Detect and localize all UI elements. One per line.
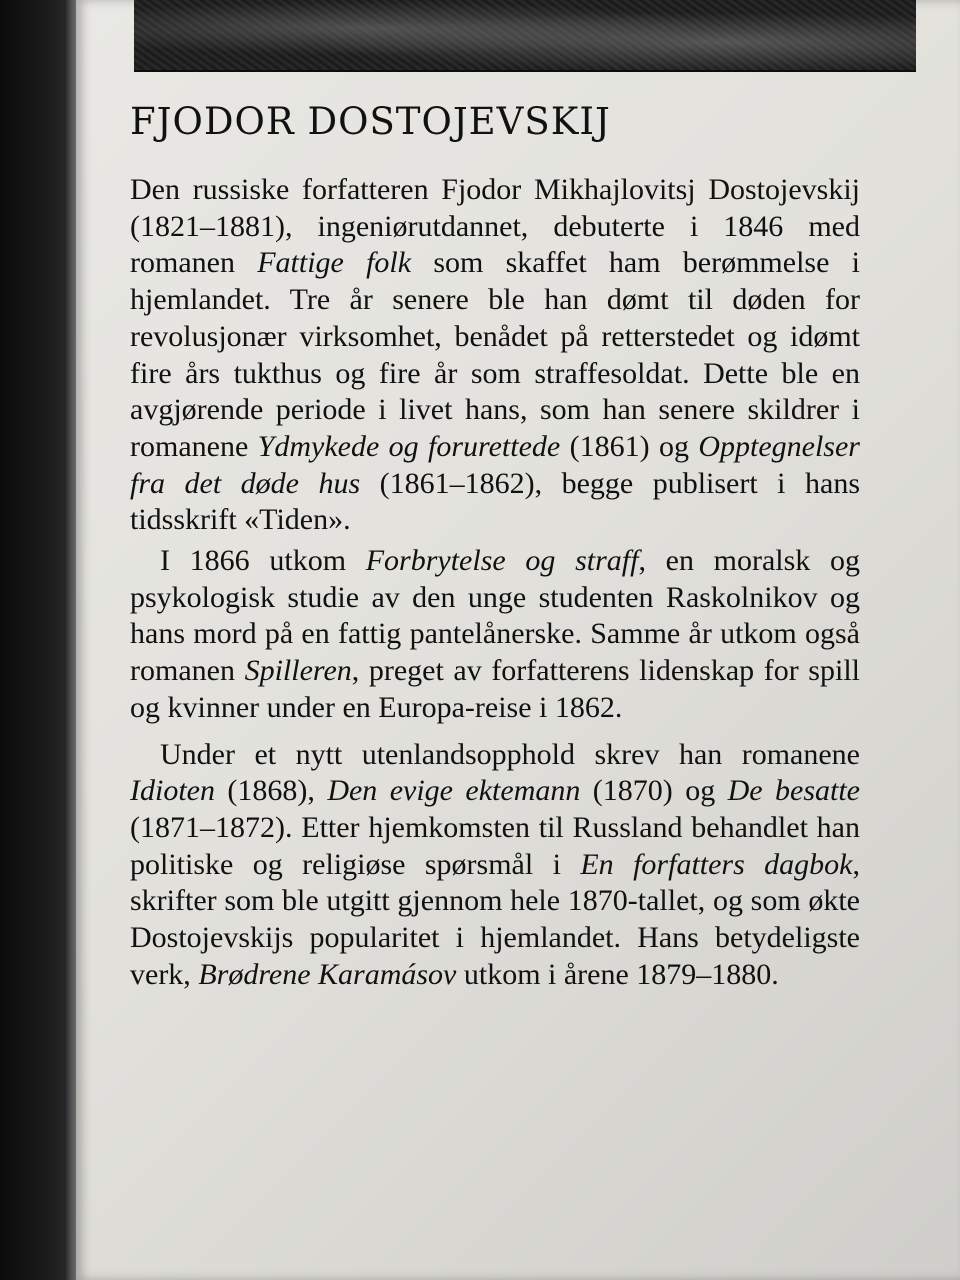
run: (1861) og xyxy=(560,429,699,463)
run: I 1866 utkom xyxy=(160,544,366,578)
run: , skrifter som ble utgitt gjennom hele 1870-tallet, og som økte Dostojevskijs popularitet i hjemlandet. Hans betydeligste verk, xyxy=(130,847,861,991)
biography-paragraph-1 xyxy=(130,172,860,539)
run: Den russiske forfatteren Fjodor Mikhajlovitsj Dostojevskij (1821–1881), ingeniørutdannet, debuterte i 1846 med romanen xyxy=(130,173,860,280)
book-title: Idioten xyxy=(130,774,215,808)
book-title: De besatte xyxy=(727,774,861,808)
run: (1868), xyxy=(214,774,328,808)
run: (1871–1872). Etter hjemkomsten til Russland behandlet han politiske og religiøse spørsmål i xyxy=(130,810,860,881)
run: Under et nytt utenlandsopphold skrev han romanene xyxy=(160,737,860,771)
run: utkom i årene 1879–1880. xyxy=(456,957,779,991)
run: (1861–1862), begge publisert i hans tidsskrift «Tiden». xyxy=(130,466,860,537)
author-name-heading: FJODOR DOSTOJEVSKIJ xyxy=(130,100,611,143)
spine-edge xyxy=(66,0,76,1280)
book-title: Den evige ektemann xyxy=(327,774,581,808)
book-spine xyxy=(0,0,72,1280)
run: som skaffet ham berømmelse i hjemlandet. Tre år senere ble han dømt til døden for revolusjonær virksomhet, benådet på retterstedet og idømt fire års tukthus og fire år som straffesoldat. Dette ble en avgjørende periode i livet hans, som han senere skildrer i romanene xyxy=(130,246,860,463)
biography-paragraph-3 xyxy=(130,737,860,994)
book-title: Opptegnelser fra det døde hus xyxy=(130,429,860,500)
book-title: Ydmykede og forurettede xyxy=(257,429,561,463)
book-title: Brødrene Karamásov xyxy=(198,957,457,991)
biography-paragraph-2 xyxy=(130,543,860,727)
author-photo xyxy=(134,0,916,72)
run: (1870) og xyxy=(580,774,728,808)
book-title: En forfatters dagbok xyxy=(580,847,853,881)
biography-text xyxy=(130,172,860,993)
run: , preget av forfatterens lidenskap for spill og kvinner under en Europa-reise i 1862. xyxy=(130,654,860,724)
book-title: Forbrytelse og straff xyxy=(365,544,639,578)
book-title: Fattige folk xyxy=(257,246,412,280)
book-title: Spilleren xyxy=(244,654,352,688)
run: , en moralsk og psykologisk studie av den unge studenten Raskolnikov og hans mord på en fattig pantelånerske. Samme år utkom også romanen xyxy=(130,544,860,688)
